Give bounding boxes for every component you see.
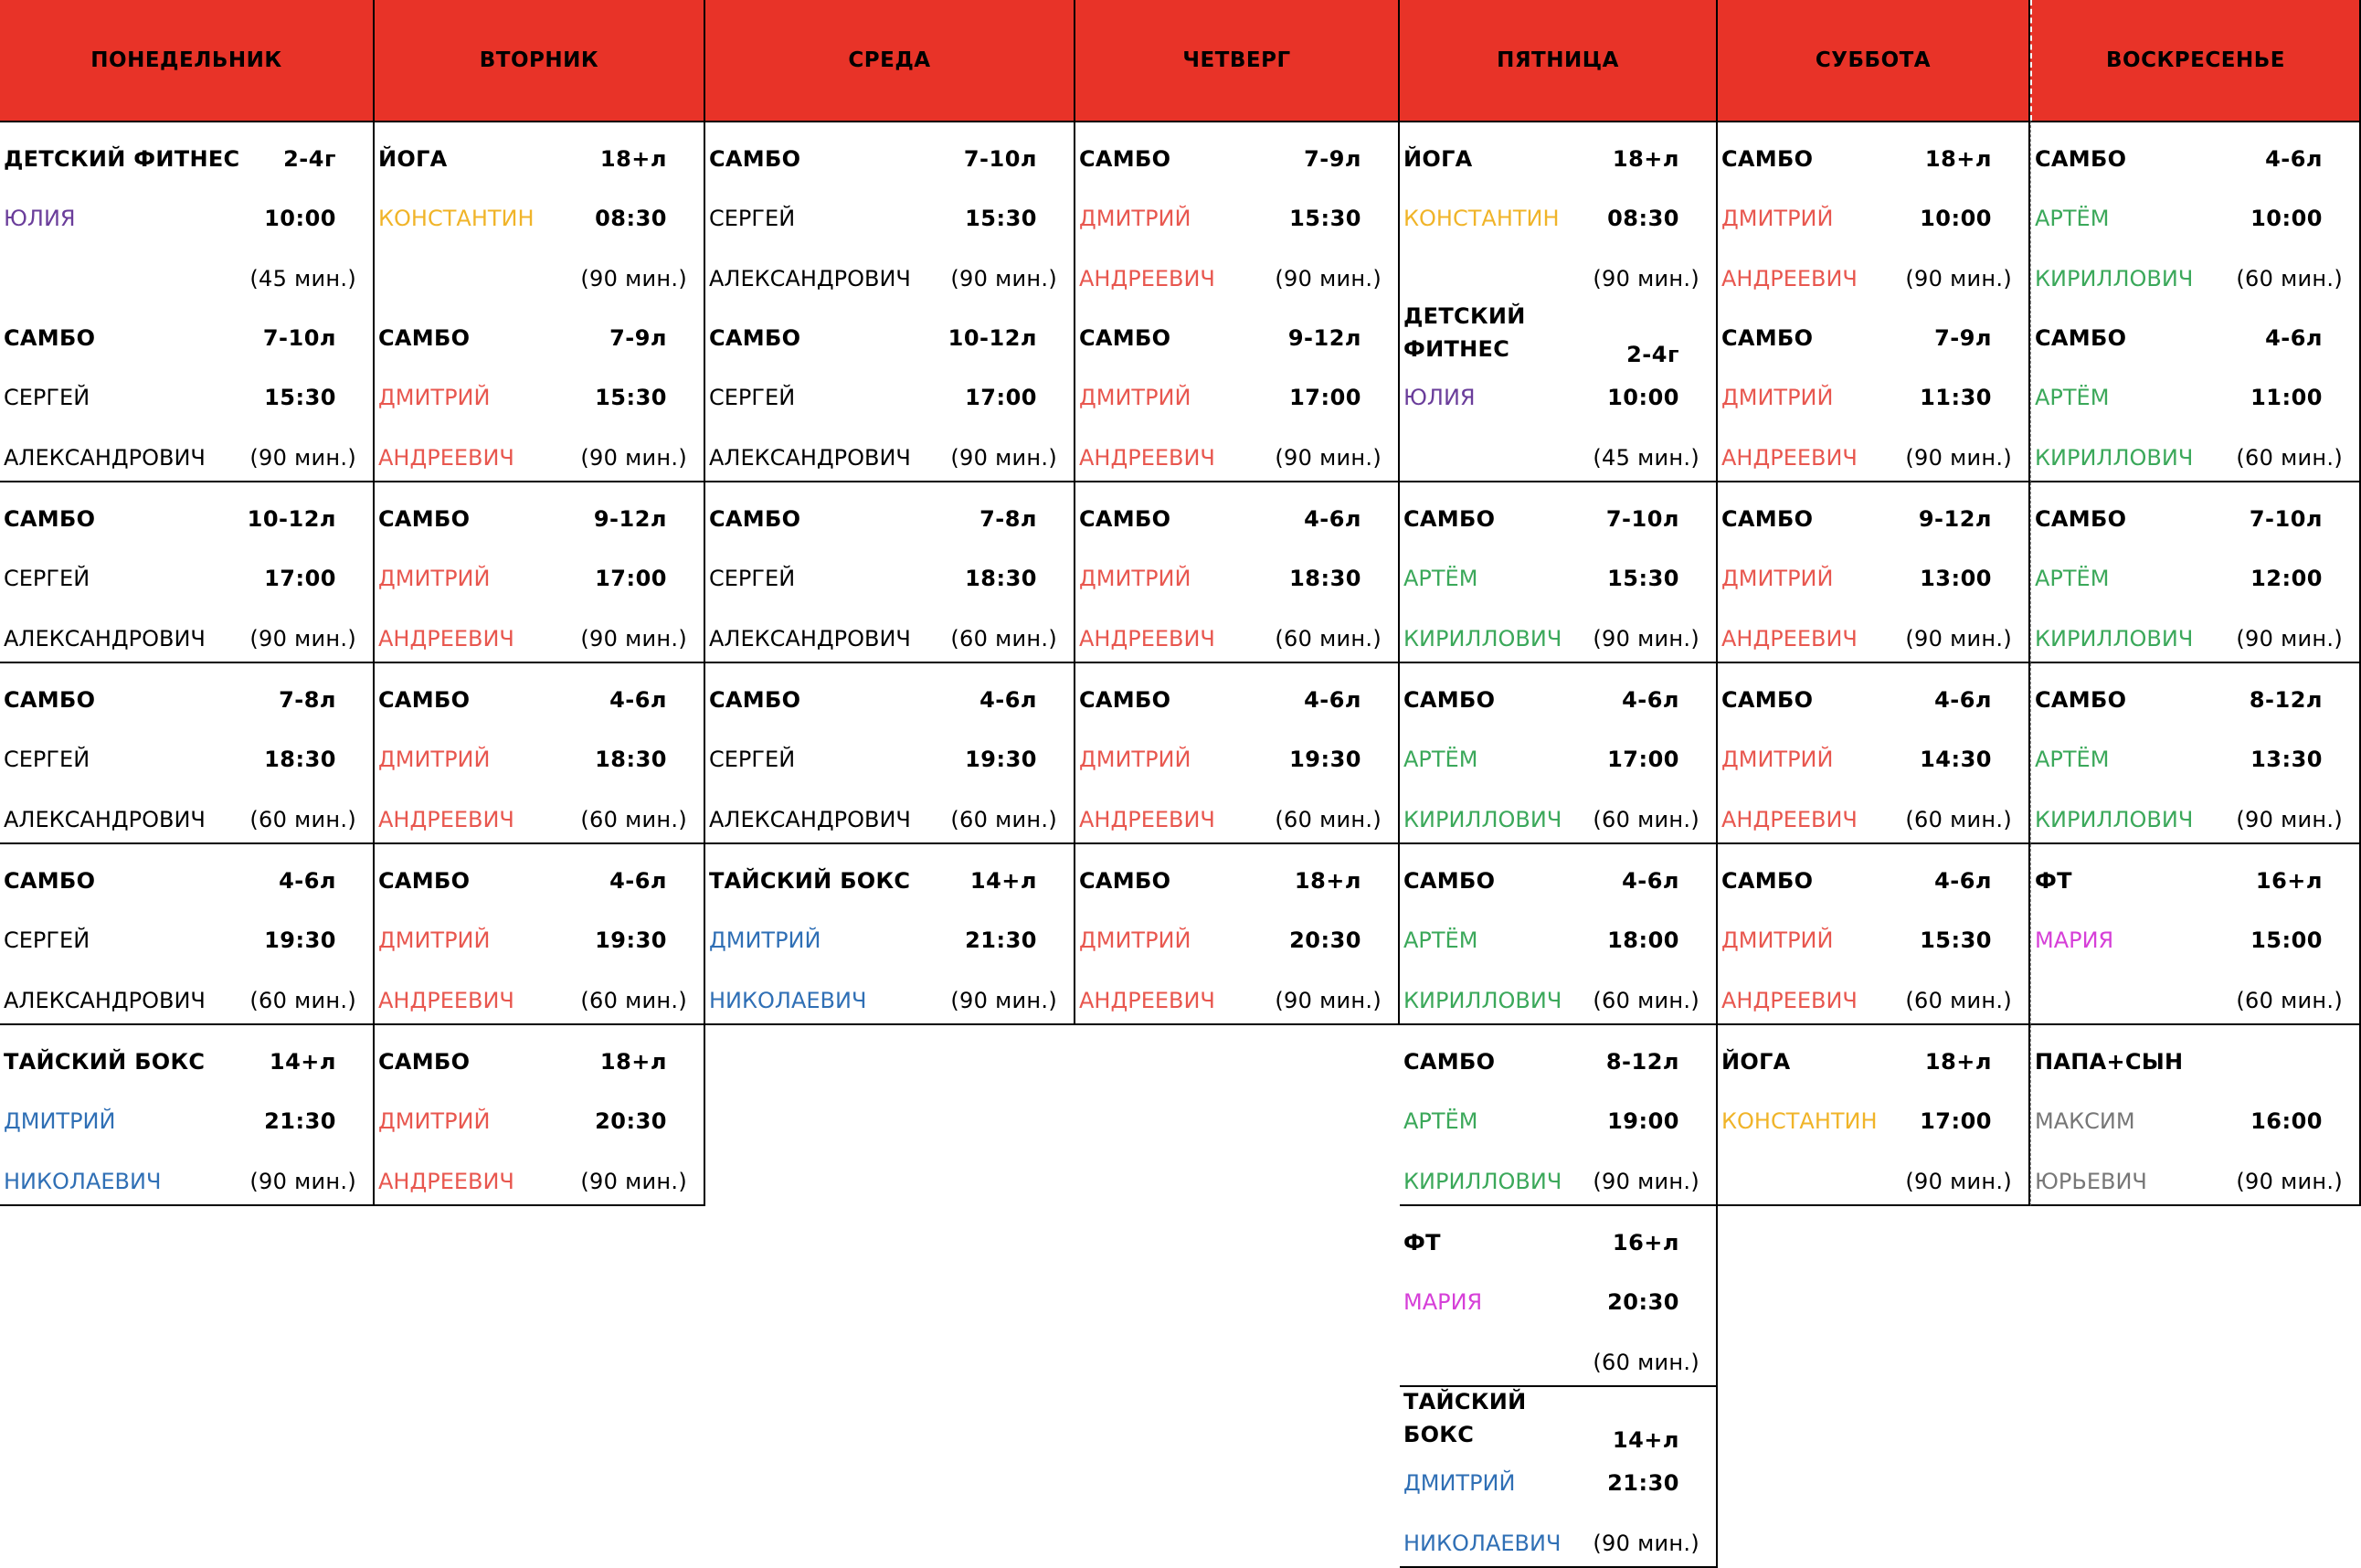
trainer-first-name: ДМИТРИЙ — [1721, 747, 1834, 772]
class-cell — [1718, 663, 2030, 844]
class-name: САМБО — [2035, 146, 2127, 172]
class-duration: (60 мин.) — [1905, 807, 2012, 832]
class-cell — [1400, 1387, 1718, 1568]
trainer-first-name: ДМИТРИЙ — [1721, 566, 1834, 591]
class-duration: (90 мин.) — [580, 1169, 687, 1194]
trainer-first-name: ДМИТРИЙ — [1403, 1470, 1516, 1496]
class-name: САМБО — [1721, 325, 1814, 351]
trainer-first-name: СЕРГЕЙ — [709, 385, 796, 410]
class-cell — [0, 663, 375, 844]
class-time: 11:00 — [2250, 385, 2323, 410]
class-name: САМБО — [1403, 868, 1496, 894]
class-name: САМБО — [1079, 868, 1171, 894]
class-duration: (60 мин.) — [1593, 807, 1699, 832]
class-time: 16:00 — [2250, 1108, 2323, 1134]
class-age: 14+л — [269, 1049, 336, 1075]
class-age: 9-12л — [593, 506, 667, 532]
class-name: САМБО — [709, 325, 801, 351]
class-name: ФТ — [2035, 868, 2072, 894]
trainer-patronymic: АНДРЕЕВИЧ — [378, 988, 514, 1013]
class-age: 7-9л — [609, 325, 667, 351]
class-duration: (90 мин.) — [1275, 266, 1382, 291]
class-name: ЙОГА — [1721, 1049, 1791, 1075]
trainer-patronymic: КИРИЛЛОВИЧ — [2035, 266, 2194, 291]
class-duration: (60 мин.) — [580, 988, 687, 1013]
class-age: 2-4г — [1626, 342, 1679, 367]
class-cell — [0, 844, 375, 1025]
class-time: 18:00 — [1607, 927, 1679, 953]
trainer-patronymic: АНДРЕЕВИЧ — [378, 626, 514, 652]
trainer-first-name: СЕРГЕЙ — [4, 927, 90, 953]
class-duration: (90 мин.) — [1905, 1169, 2012, 1194]
class-time: 08:30 — [595, 206, 667, 231]
trainer-first-name: АРТЁМ — [1403, 927, 1478, 953]
class-name: ДЕТСКИЙ ФИТНЕС — [1403, 303, 1526, 362]
trainer-patronymic: АЛЕКСАНДРОВИЧ — [709, 807, 911, 832]
trainer-first-name: СЕРГЕЙ — [709, 206, 796, 231]
trainer-patronymic: АНДРЕЕВИЧ — [1721, 626, 1858, 652]
trainer-first-name: СЕРГЕЙ — [709, 566, 796, 591]
class-age: 14+л — [969, 868, 1037, 894]
class-time: 20:30 — [1289, 927, 1361, 953]
day-header: СУББОТА — [1718, 0, 2030, 121]
class-duration: (90 мин.) — [1593, 266, 1699, 291]
class-cell — [375, 844, 705, 1025]
trainer-first-name: СЕРГЕЙ — [4, 566, 90, 591]
class-duration: (90 мин.) — [950, 266, 1057, 291]
trainer-patronymic: КИРИЛЛОВИЧ — [1403, 626, 1562, 652]
class-name: ТАЙСКИЙ БОКС — [1403, 1389, 1527, 1447]
trainer-first-name: ДМИТРИЙ — [1079, 206, 1191, 231]
class-time: 17:00 — [1920, 1108, 1992, 1134]
class-duration: (90 мин.) — [580, 445, 687, 471]
class-name: САМБО — [709, 506, 801, 532]
class-duration: (90 мин.) — [1905, 266, 2012, 291]
class-name: САМБО — [1079, 506, 1171, 532]
class-time: 18:30 — [965, 566, 1037, 591]
trainer-patronymic: АНДРЕЕВИЧ — [378, 445, 514, 471]
class-name: САМБО — [378, 325, 471, 351]
class-duration: (60 мин.) — [580, 807, 687, 832]
trainer-first-name: АРТЁМ — [2035, 566, 2110, 591]
trainer-patronymic: НИКОЛАЕВИЧ — [1403, 1531, 1562, 1556]
class-duration: (60 мин.) — [2236, 445, 2343, 471]
class-duration: (90 мин.) — [2236, 807, 2343, 832]
trainer-first-name: АРТЁМ — [1403, 747, 1478, 772]
trainer-first-name: ДМИТРИЙ — [1721, 385, 1834, 410]
class-time: 10:00 — [2250, 206, 2323, 231]
class-time: 11:30 — [1920, 385, 1992, 410]
class-name: ПАПА+СЫН — [2035, 1049, 2184, 1075]
class-cell — [1400, 663, 1718, 844]
class-duration: (60 мин.) — [249, 807, 356, 832]
class-time: 20:30 — [1607, 1289, 1679, 1315]
class-duration: (45 мин.) — [249, 266, 356, 291]
class-age: 16+л — [1612, 1230, 1679, 1255]
class-cell — [0, 1025, 375, 1206]
class-age: 9-12л — [1287, 325, 1361, 351]
class-age: 9-12л — [1918, 506, 1992, 532]
trainer-patronymic: АНДРЕЕВИЧ — [1721, 266, 1858, 291]
trainer-first-name: СЕРГЕЙ — [4, 385, 90, 410]
class-duration: (60 мин.) — [2236, 988, 2343, 1013]
class-name: САМБО — [4, 325, 96, 351]
trainer-patronymic: АНДРЕЕВИЧ — [378, 807, 514, 832]
trainer-patronymic: АНДРЕЕВИЧ — [378, 1169, 514, 1194]
class-duration: (90 мин.) — [1905, 445, 2012, 471]
class-cell — [2030, 1025, 2361, 1206]
trainer-patronymic: АЛЕКСАНДРОВИЧ — [709, 626, 911, 652]
class-cell — [2030, 844, 2361, 1025]
trainer-patronymic: КИРИЛЛОВИЧ — [1403, 807, 1562, 832]
class-age: 4-6л — [2265, 325, 2323, 351]
class-cell — [2030, 121, 2361, 303]
trainer-patronymic: ЮРЬЕВИЧ — [2035, 1169, 2147, 1194]
class-cell — [1718, 121, 2030, 303]
class-age: 18+л — [1612, 146, 1679, 172]
class-name: САМБО — [2035, 506, 2127, 532]
trainer-patronymic: АНДРЕЕВИЧ — [1721, 988, 1858, 1013]
class-age: 7-10л — [963, 146, 1037, 172]
trainer-first-name: ДМИТРИЙ — [709, 927, 821, 953]
class-age: 4-6л — [609, 687, 667, 713]
class-duration: (90 мин.) — [580, 626, 687, 652]
class-age: 4-6л — [1304, 687, 1361, 713]
class-name: САМБО — [4, 868, 96, 894]
class-duration: (90 мин.) — [1593, 1531, 1699, 1556]
class-duration: (90 мин.) — [249, 1169, 356, 1194]
class-time: 17:00 — [595, 566, 667, 591]
trainer-first-name: ДМИТРИЙ — [4, 1108, 116, 1134]
class-time: 19:30 — [595, 927, 667, 953]
trainer-patronymic: АЛЕКСАНДРОВИЧ — [4, 988, 206, 1013]
class-time: 21:30 — [264, 1108, 336, 1134]
class-time: 21:30 — [965, 927, 1037, 953]
trainer-first-name: КОНСТАНТИН — [1721, 1108, 1878, 1134]
trainer-first-name: ДМИТРИЙ — [378, 566, 491, 591]
class-duration: (90 мин.) — [249, 445, 356, 471]
class-age: 7-10л — [262, 325, 336, 351]
trainer-patronymic: КИРИЛЛОВИЧ — [1403, 1169, 1562, 1194]
class-time: 15:30 — [1289, 206, 1361, 231]
class-cell — [2030, 663, 2361, 844]
day-header: ВТОРНИК — [375, 0, 705, 121]
trainer-first-name: ДМИТРИЙ — [378, 385, 491, 410]
class-name: САМБО — [4, 506, 96, 532]
trainer-first-name: ДМИТРИЙ — [1079, 566, 1191, 591]
class-time: 18:30 — [595, 747, 667, 772]
trainer-patronymic: НИКОЛАЕВИЧ — [4, 1169, 162, 1194]
class-name: САМБО — [1721, 687, 1814, 713]
day-header: ПЯТНИЦА — [1400, 0, 1718, 121]
class-age: 7-8л — [979, 506, 1037, 532]
class-time: 19:30 — [1289, 747, 1361, 772]
class-cell — [0, 121, 375, 303]
class-name: САМБО — [4, 687, 96, 713]
class-cell — [375, 482, 705, 663]
class-time: 19:00 — [1607, 1108, 1679, 1134]
class-time: 15:30 — [965, 206, 1037, 231]
class-name: ТАЙСКИЙ БОКС — [4, 1049, 206, 1075]
class-cell — [1075, 302, 1400, 482]
class-duration: (90 мин.) — [1275, 988, 1382, 1013]
trainer-first-name: ЮЛИЯ — [4, 206, 76, 231]
trainer-patronymic: АНДРЕЕВИЧ — [1079, 988, 1215, 1013]
class-duration: (60 мин.) — [950, 807, 1057, 832]
trainer-patronymic: АЛЕКСАНДРОВИЧ — [4, 626, 206, 652]
trainer-first-name: АРТЁМ — [2035, 747, 2110, 772]
trainer-patronymic: АНДРЕЕВИЧ — [1079, 266, 1215, 291]
class-time: 19:30 — [264, 927, 336, 953]
class-cell — [375, 1025, 705, 1206]
class-age: 18+л — [1924, 1049, 1992, 1075]
class-duration: (60 мин.) — [1905, 988, 2012, 1013]
trainer-patronymic: КИРИЛЛОВИЧ — [2035, 626, 2194, 652]
day-header: ЧЕТВЕРГ — [1075, 0, 1400, 121]
class-duration: (60 мин.) — [950, 626, 1057, 652]
class-time: 20:30 — [595, 1108, 667, 1134]
class-age: 4-6л — [1622, 687, 1679, 713]
class-age: 18+л — [599, 1049, 667, 1075]
trainer-patronymic: АЛЕКСАНДРОВИЧ — [709, 445, 911, 471]
class-cell — [1718, 844, 2030, 1025]
class-name: САМБО — [1403, 506, 1496, 532]
class-time: 15:30 — [1607, 566, 1679, 591]
class-time: 15:30 — [264, 385, 336, 410]
trainer-patronymic: АНДРЕЕВИЧ — [1079, 445, 1215, 471]
trainer-patronymic: АЛЕКСАНДРОВИЧ — [4, 807, 206, 832]
class-cell — [705, 844, 1075, 1025]
class-name: САМБО — [378, 868, 471, 894]
day-header: ВОСКРЕСЕНЬЕ — [2030, 0, 2361, 121]
class-time: 10:00 — [1920, 206, 1992, 231]
trainer-first-name: МАРИЯ — [2035, 927, 2114, 953]
class-cell — [1075, 844, 1400, 1025]
trainer-patronymic: КИРИЛЛОВИЧ — [2035, 807, 2194, 832]
class-duration: (60 мин.) — [1275, 626, 1382, 652]
class-age: 7-10л — [1605, 506, 1679, 532]
trainer-first-name: АРТЁМ — [1403, 566, 1478, 591]
class-cell — [0, 302, 375, 482]
class-duration: (90 мин.) — [1275, 445, 1382, 471]
class-duration: (60 мин.) — [2236, 266, 2343, 291]
trainer-first-name: МАКСИМ — [2035, 1108, 2135, 1134]
class-age: 2-4г — [283, 146, 336, 172]
class-time: 17:00 — [1289, 385, 1361, 410]
class-time: 17:00 — [1607, 747, 1679, 772]
class-duration: (60 мин.) — [1593, 988, 1699, 1013]
class-age: 4-6л — [279, 868, 336, 894]
class-duration: (60 мин.) — [1275, 807, 1382, 832]
class-name: САМБО — [2035, 325, 2127, 351]
class-age: 7-10л — [2249, 506, 2323, 532]
class-name: САМБО — [1079, 325, 1171, 351]
class-time: 17:00 — [264, 566, 336, 591]
class-time: 10:00 — [1607, 385, 1679, 410]
trainer-first-name: ДМИТРИЙ — [1079, 747, 1191, 772]
class-duration: (90 мин.) — [580, 266, 687, 291]
class-cell — [1718, 482, 2030, 663]
trainer-first-name: АРТЁМ — [2035, 385, 2110, 410]
day-header: ПОНЕДЕЛЬНИК — [0, 0, 375, 121]
class-time: 18:30 — [264, 747, 336, 772]
class-cell — [375, 121, 705, 303]
class-cell — [705, 663, 1075, 844]
class-cell — [1400, 1206, 1718, 1387]
trainer-first-name: ДМИТРИЙ — [378, 747, 491, 772]
class-cell — [705, 121, 1075, 303]
class-age: 4-6л — [2265, 146, 2323, 172]
class-time: 18:30 — [1289, 566, 1361, 591]
class-time: 13:30 — [2250, 747, 2323, 772]
class-name: САМБО — [1721, 146, 1814, 172]
class-duration: (90 мин.) — [1593, 626, 1699, 652]
class-name: САМБО — [1403, 687, 1496, 713]
class-age: 4-6л — [609, 868, 667, 894]
class-name: САМБО — [1721, 868, 1814, 894]
class-name: ФТ — [1403, 1230, 1441, 1255]
class-cell — [375, 302, 705, 482]
trainer-patronymic: АЛЕКСАНДРОВИЧ — [4, 445, 206, 471]
class-time: 14:30 — [1920, 747, 1992, 772]
class-duration: (90 мин.) — [1593, 1169, 1699, 1194]
class-cell — [0, 482, 375, 663]
trainer-first-name: СЕРГЕЙ — [4, 747, 90, 772]
trainer-first-name: МАРИЯ — [1403, 1289, 1483, 1315]
class-cell — [2030, 482, 2361, 663]
class-time: 12:00 — [2250, 566, 2323, 591]
class-duration: (90 мин.) — [1905, 626, 2012, 652]
trainer-first-name: АРТЁМ — [2035, 206, 2110, 231]
class-cell — [1400, 302, 1718, 482]
class-time: 19:30 — [965, 747, 1037, 772]
class-duration: (60 мин.) — [249, 988, 356, 1013]
trainer-first-name: ДМИТРИЙ — [378, 1108, 491, 1134]
class-cell — [375, 663, 705, 844]
class-name: САМБО — [1079, 146, 1171, 172]
class-name: САМБО — [1721, 506, 1814, 532]
class-name: САМБО — [1403, 1049, 1496, 1075]
trainer-patronymic: НИКОЛАЕВИЧ — [709, 988, 867, 1013]
class-cell — [2030, 302, 2361, 482]
class-age: 8-12л — [1605, 1049, 1679, 1075]
trainer-first-name: ДМИТРИЙ — [378, 927, 491, 953]
class-time: 13:00 — [1920, 566, 1992, 591]
trainer-first-name: ДМИТРИЙ — [1721, 206, 1834, 231]
class-time: 15:00 — [2250, 927, 2323, 953]
trainer-patronymic: АНДРЕЕВИЧ — [1079, 626, 1215, 652]
class-cell — [1400, 482, 1718, 663]
class-duration: (90 мин.) — [2236, 1169, 2343, 1194]
class-name: ЙОГА — [1403, 146, 1473, 172]
trainer-patronymic: АНДРЕЕВИЧ — [1721, 807, 1858, 832]
class-name: САМБО — [709, 687, 801, 713]
class-cell — [1075, 121, 1400, 303]
trainer-first-name: КОНСТАНТИН — [378, 206, 535, 231]
class-age: 4-6л — [1304, 506, 1361, 532]
class-cell — [1400, 121, 1718, 303]
class-age: 7-9л — [1934, 325, 1992, 351]
class-age: 14+л — [1612, 1427, 1679, 1453]
class-age: 10-12л — [247, 506, 336, 532]
class-time: 15:30 — [595, 385, 667, 410]
class-cell — [1400, 1025, 1718, 1206]
trainer-patronymic: АНДРЕЕВИЧ — [1079, 807, 1215, 832]
class-name: САМБО — [378, 506, 471, 532]
class-cell — [1075, 663, 1400, 844]
class-name: САМБО — [1079, 687, 1171, 713]
trainer-first-name: ДМИТРИЙ — [1079, 385, 1191, 410]
trainer-first-name: ДМИТРИЙ — [1721, 927, 1834, 953]
trainer-patronymic: КИРИЛЛОВИЧ — [1403, 988, 1562, 1013]
class-duration: (90 мин.) — [950, 445, 1057, 471]
trainer-first-name: СЕРГЕЙ — [709, 747, 796, 772]
trainer-patronymic: АНДРЕЕВИЧ — [1721, 445, 1858, 471]
class-name: ДЕТСКИЙ ФИТНЕС — [4, 146, 240, 172]
class-name: САМБО — [378, 687, 471, 713]
class-duration: (60 мин.) — [1593, 1350, 1699, 1375]
trainer-first-name: КОНСТАНТИН — [1403, 206, 1560, 231]
class-time: 21:30 — [1607, 1470, 1679, 1496]
class-duration: (90 мин.) — [249, 626, 356, 652]
trainer-patronymic: АЛЕКСАНДРОВИЧ — [709, 266, 911, 291]
class-duration: (45 мин.) — [1593, 445, 1699, 471]
class-cell — [1400, 844, 1718, 1025]
class-age: 7-9л — [1304, 146, 1361, 172]
class-age: 8-12л — [2249, 687, 2323, 713]
class-duration: (90 мин.) — [950, 988, 1057, 1013]
class-name: ЙОГА — [378, 146, 448, 172]
class-age: 18+л — [1294, 868, 1361, 894]
class-age: 10-12л — [948, 325, 1037, 351]
class-cell — [1718, 302, 2030, 482]
class-cell — [705, 482, 1075, 663]
class-duration: (90 мин.) — [2236, 626, 2343, 652]
day-header: СРЕДА — [705, 0, 1075, 121]
class-name: САМБО — [709, 146, 801, 172]
class-name: САМБО — [378, 1049, 471, 1075]
class-age: 4-6л — [979, 687, 1037, 713]
class-age: 4-6л — [1934, 868, 1992, 894]
class-age: 4-6л — [1622, 868, 1679, 894]
trainer-patronymic: КИРИЛЛОВИЧ — [2035, 445, 2194, 471]
class-age: 16+л — [2255, 868, 2323, 894]
class-age: 18+л — [1924, 146, 1992, 172]
class-age: 7-8л — [279, 687, 336, 713]
class-cell — [1075, 482, 1400, 663]
class-age: 18+л — [599, 146, 667, 172]
class-name: САМБО — [2035, 687, 2127, 713]
class-time: 15:30 — [1920, 927, 1992, 953]
class-name: ТАЙСКИЙ БОКС — [709, 868, 911, 894]
class-time: 10:00 — [264, 206, 336, 231]
trainer-first-name: АРТЁМ — [1403, 1108, 1478, 1134]
class-age: 4-6л — [1934, 687, 1992, 713]
class-time: 08:30 — [1607, 206, 1679, 231]
class-time: 17:00 — [965, 385, 1037, 410]
class-cell — [1718, 1025, 2030, 1206]
trainer-first-name: ДМИТРИЙ — [1079, 927, 1191, 953]
class-cell — [705, 302, 1075, 482]
trainer-first-name: ЮЛИЯ — [1403, 385, 1476, 410]
